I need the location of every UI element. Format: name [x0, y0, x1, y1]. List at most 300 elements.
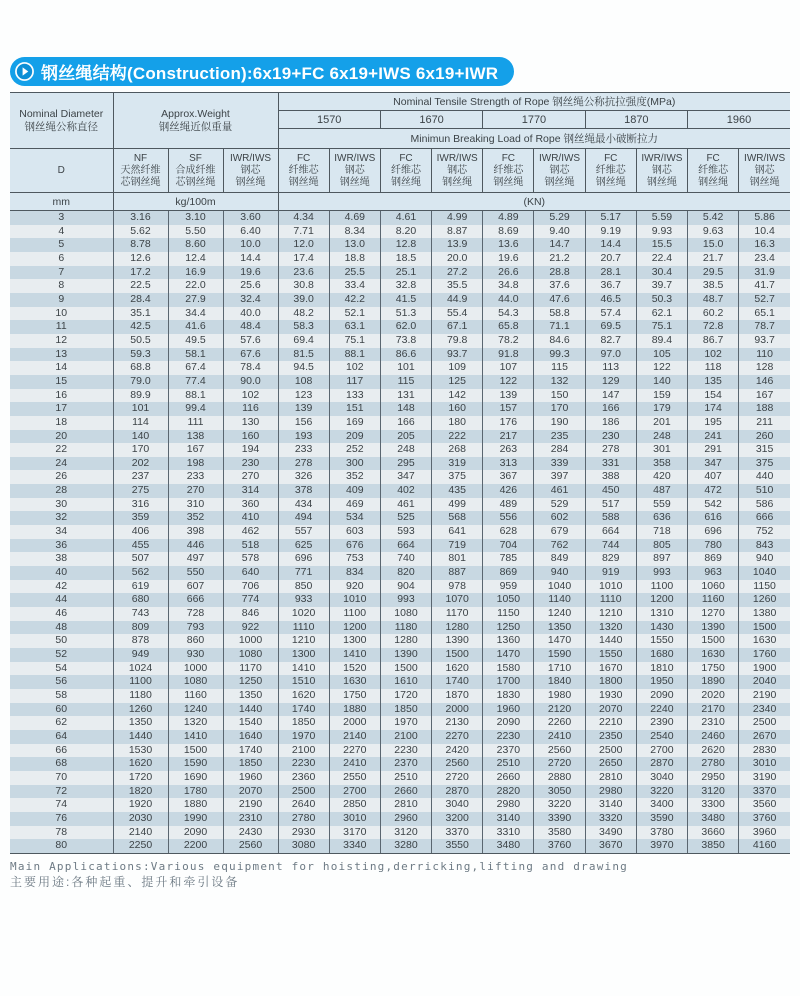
- table-cell: 930: [168, 648, 223, 662]
- table-cell: 50: [10, 634, 113, 648]
- table-cell: 77.4: [168, 375, 223, 389]
- table-cell: 426: [483, 484, 534, 498]
- table-cell: 1440: [223, 703, 278, 717]
- table-cell: 378: [278, 484, 329, 498]
- table-cell: 435: [432, 484, 483, 498]
- table-cell: 3200: [432, 812, 483, 826]
- table-cell: 16.3: [739, 238, 790, 252]
- header-breaking-load: Minimun Breaking Load of Rope 钢丝绳最小破断拉力: [278, 129, 790, 149]
- table-cell: 1410: [278, 662, 329, 676]
- table-cell: 625: [278, 539, 329, 553]
- table-cell: 1840: [534, 675, 585, 689]
- table-cell: 367: [483, 470, 534, 484]
- table-cell: 65.8: [483, 320, 534, 334]
- table-cell: 41.5: [380, 293, 431, 307]
- table-cell: 1630: [688, 648, 739, 662]
- table-cell: 30: [10, 498, 113, 512]
- table-cell: 10.0: [223, 238, 278, 252]
- table-cell: 50.3: [636, 293, 687, 307]
- table-cell: 62: [10, 716, 113, 730]
- table-cell: 1800: [585, 675, 636, 689]
- table-cell: 129: [585, 375, 636, 389]
- table-cell: 2500: [739, 716, 790, 730]
- table-cell: 17.2: [113, 266, 168, 280]
- table-cell: 79.8: [432, 334, 483, 348]
- table-row: [10, 361, 790, 375]
- table-cell: 666: [168, 593, 223, 607]
- table-cell: 78: [10, 826, 113, 840]
- table-cell: 3660: [688, 826, 739, 840]
- table-cell: 2510: [380, 771, 431, 785]
- table-cell: 1210: [585, 607, 636, 621]
- header-approx-weight-en: Approx.Weight: [161, 107, 230, 120]
- table-cell: 2230: [380, 744, 431, 758]
- table-cell: 801: [432, 552, 483, 566]
- table-cell: 14.4: [585, 238, 636, 252]
- table-cell: 1070: [432, 593, 483, 607]
- table-cell: 1700: [483, 675, 534, 689]
- table-cell: 115: [380, 375, 431, 389]
- strength-header: 1670: [380, 111, 482, 129]
- table-cell: 73.8: [380, 334, 431, 348]
- table-cell: 1310: [636, 607, 687, 621]
- table-cell: 664: [585, 525, 636, 539]
- table-cell: 301: [636, 443, 687, 457]
- table-cell: 562: [113, 566, 168, 580]
- table-cell: 67.4: [168, 361, 223, 375]
- table-cell: 22.5: [113, 279, 168, 293]
- table-cell: 166: [380, 416, 431, 430]
- table-cell: 72.8: [688, 320, 739, 334]
- table-cell: 1240: [168, 703, 223, 717]
- table-row: [10, 744, 790, 758]
- table-cell: 1550: [585, 648, 636, 662]
- table-cell: 3040: [636, 771, 687, 785]
- table-cell: 518: [223, 539, 278, 553]
- table-cell: 76: [10, 812, 113, 826]
- table-cell: 2230: [278, 757, 329, 771]
- table-cell: 30.4: [636, 266, 687, 280]
- table-cell: 18: [10, 416, 113, 430]
- table-cell: 2340: [739, 703, 790, 717]
- table-cell: 159: [636, 389, 687, 403]
- table-row: [10, 348, 790, 362]
- table-cell: 450: [585, 484, 636, 498]
- table-cell: 850: [278, 580, 329, 594]
- table-cell: 170: [113, 443, 168, 457]
- table-cell: 2540: [636, 730, 687, 744]
- table-cell: 887: [432, 566, 483, 580]
- table-cell: 25.5: [329, 266, 380, 280]
- table-cell: 3300: [688, 798, 739, 812]
- column-header: IWR/IWS 钢芯 钢丝绳: [636, 149, 687, 193]
- table-cell: 2390: [636, 716, 687, 730]
- table-cell: 1950: [636, 675, 687, 689]
- table-cell: 347: [380, 470, 431, 484]
- table-cell: 1180: [380, 621, 431, 635]
- table-cell: 102: [329, 361, 380, 375]
- table-cell: 3050: [534, 785, 585, 799]
- table-cell: 1440: [113, 730, 168, 744]
- table-cell: 190: [534, 416, 585, 430]
- table-cell: 1740: [278, 703, 329, 717]
- table-row: [10, 279, 790, 293]
- table-cell: 1024: [113, 662, 168, 676]
- table-cell: 2420: [432, 744, 483, 758]
- table-cell: 109: [432, 361, 483, 375]
- table-cell: 358: [636, 457, 687, 471]
- table-cell: 2370: [483, 744, 534, 758]
- table-cell: 13: [10, 348, 113, 362]
- table-cell: 556: [483, 511, 534, 525]
- table-cell: 133: [329, 389, 380, 403]
- table-cell: 38: [10, 552, 113, 566]
- table-cell: 375: [739, 457, 790, 471]
- table-cell: 291: [688, 443, 739, 457]
- table-cell: 122: [636, 361, 687, 375]
- table-cell: 64: [10, 730, 113, 744]
- table-cell: 525: [380, 511, 431, 525]
- table-cell: 44: [10, 593, 113, 607]
- table-row: [10, 266, 790, 280]
- table-row: [10, 402, 790, 416]
- table-cell: 3390: [534, 812, 585, 826]
- table-cell: 8.87: [432, 225, 483, 239]
- table-cell: 963: [688, 566, 739, 580]
- table-cell: 805: [636, 539, 687, 553]
- table-cell: 602: [534, 511, 585, 525]
- table-cell: 834: [329, 566, 380, 580]
- table-cell: 30.8: [278, 279, 329, 293]
- table-cell: 151: [329, 402, 380, 416]
- column-header: FC 纤维芯 钢丝绳: [483, 149, 534, 193]
- table-cell: 1830: [483, 689, 534, 703]
- table-cell: 222: [432, 430, 483, 444]
- table-cell: 8.20: [380, 225, 431, 239]
- table-cell: 186: [585, 416, 636, 430]
- table-cell: 188: [739, 402, 790, 416]
- table-cell: 93.7: [739, 334, 790, 348]
- table-cell: 1470: [483, 648, 534, 662]
- table-row: [10, 225, 790, 239]
- table-cell: 39.7: [636, 279, 687, 293]
- table-cell: 2980: [483, 798, 534, 812]
- table-cell: 1040: [534, 580, 585, 594]
- table-row: [10, 320, 790, 334]
- table-cell: 116: [223, 402, 278, 416]
- table-cell: 641: [432, 525, 483, 539]
- table-cell: 809: [113, 621, 168, 635]
- header-tensile-strength: Nominal Tensile Strength of Rope 钢丝绳公称抗拉强度(MPa): [278, 93, 790, 111]
- table-cell: 63.1: [329, 320, 380, 334]
- table-cell: 1210: [278, 634, 329, 648]
- table-cell: 628: [483, 525, 534, 539]
- strength-header: 1570: [278, 111, 380, 129]
- table-cell: 86.6: [380, 348, 431, 362]
- table-cell: 640: [223, 566, 278, 580]
- table-cell: 593: [380, 525, 431, 539]
- table-cell: 70: [10, 771, 113, 785]
- table-cell: 2980: [585, 785, 636, 799]
- table-cell: 315: [739, 443, 790, 457]
- table-cell: 14.7: [534, 238, 585, 252]
- column-header: IWR/IWS 钢芯 钢丝绳: [432, 149, 483, 193]
- table-row: [10, 389, 790, 403]
- table-cell: 2660: [483, 771, 534, 785]
- table-cell: 1160: [688, 593, 739, 607]
- table-cell: 3960: [739, 826, 790, 840]
- table-cell: 940: [534, 566, 585, 580]
- table-cell: 1180: [113, 689, 168, 703]
- table-cell: 8: [10, 279, 113, 293]
- table-cell: 2240: [636, 703, 687, 717]
- table-cell: 3120: [380, 826, 431, 840]
- table-cell: 20: [10, 430, 113, 444]
- column-header: IWR/IWS 钢芯 钢丝绳: [223, 149, 278, 193]
- table-cell: 2560: [534, 744, 585, 758]
- table-cell: 2870: [636, 757, 687, 771]
- table-cell: 25.6: [223, 279, 278, 293]
- table-cell: 559: [636, 498, 687, 512]
- table-row: [10, 826, 790, 840]
- table-cell: 132: [534, 375, 585, 389]
- table-cell: 21.7: [688, 252, 739, 266]
- table-cell: 360: [223, 498, 278, 512]
- table-cell: 2190: [223, 798, 278, 812]
- table-cell: 16.9: [168, 266, 223, 280]
- table-cell: 2510: [483, 757, 534, 771]
- header-d: D: [10, 149, 113, 193]
- table-cell: 74: [10, 798, 113, 812]
- table-cell: 2410: [534, 730, 585, 744]
- table-cell: 2310: [688, 716, 739, 730]
- table-cell: 310: [168, 498, 223, 512]
- table-cell: 14: [10, 361, 113, 375]
- table-cell: 2090: [483, 716, 534, 730]
- table-cell: 534: [329, 511, 380, 525]
- table-cell: 36: [10, 539, 113, 553]
- table-cell: 82.7: [585, 334, 636, 348]
- table-cell: 3080: [278, 839, 329, 853]
- table-cell: 117: [329, 375, 380, 389]
- table-cell: 869: [688, 552, 739, 566]
- table-cell: 820: [380, 566, 431, 580]
- table-cell: 49.5: [168, 334, 223, 348]
- table-cell: 28: [10, 484, 113, 498]
- table-cell: 13.0: [329, 238, 380, 252]
- table-cell: 2270: [432, 730, 483, 744]
- table-cell: 1160: [168, 689, 223, 703]
- table-cell: 1960: [483, 703, 534, 717]
- table-cell: 1550: [636, 634, 687, 648]
- table-cell: 39.0: [278, 293, 329, 307]
- table-cell: 1080: [168, 675, 223, 689]
- table-cell: 40.0: [223, 307, 278, 321]
- table-cell: 3780: [636, 826, 687, 840]
- table-cell: 2700: [636, 744, 687, 758]
- table-cell: 60.2: [688, 307, 739, 321]
- table-cell: 8.34: [329, 225, 380, 239]
- table-cell: 108: [278, 375, 329, 389]
- table-cell: 3140: [585, 798, 636, 812]
- table-cell: 28.1: [585, 266, 636, 280]
- table-cell: 489: [483, 498, 534, 512]
- table-cell: 170: [534, 402, 585, 416]
- table-cell: 753: [329, 552, 380, 566]
- table-cell: 105: [636, 348, 687, 362]
- table-cell: 179: [636, 402, 687, 416]
- table-cell: 331: [585, 457, 636, 471]
- table-cell: 17.4: [278, 252, 329, 266]
- table-cell: 3400: [636, 798, 687, 812]
- table-cell: 44.9: [432, 293, 483, 307]
- column-header: FC 纤维芯 钢丝绳: [380, 149, 431, 193]
- table-cell: 1890: [688, 675, 739, 689]
- table-cell: 6.40: [223, 225, 278, 239]
- table-cell: 27.9: [168, 293, 223, 307]
- table-cell: 157: [483, 402, 534, 416]
- table-cell: 93.7: [432, 348, 483, 362]
- table-cell: 21.2: [534, 252, 585, 266]
- table-cell: 1870: [432, 689, 483, 703]
- table-cell: 2780: [688, 757, 739, 771]
- table-cell: 86.7: [688, 334, 739, 348]
- table-cell: 24: [10, 457, 113, 471]
- table-cell: 1390: [380, 648, 431, 662]
- table-cell: 1350: [223, 689, 278, 703]
- table-cell: 3970: [636, 839, 687, 853]
- table-cell: 3580: [534, 826, 585, 840]
- table-cell: 72: [10, 785, 113, 799]
- table-cell: 48.4: [223, 320, 278, 334]
- table-cell: 1980: [534, 689, 585, 703]
- table-cell: 1590: [534, 648, 585, 662]
- table-cell: 2960: [380, 812, 431, 826]
- table-cell: 233: [168, 470, 223, 484]
- table-row: [10, 334, 790, 348]
- table-cell: 3760: [534, 839, 585, 853]
- table-row: [10, 648, 790, 662]
- table-cell: 3310: [483, 826, 534, 840]
- table-cell: 2660: [380, 785, 431, 799]
- table-row: [10, 552, 790, 566]
- table-cell: 407: [688, 470, 739, 484]
- table-cell: 147: [585, 389, 636, 403]
- header-nominal-diameter-zh: 钢丝绳公称直径: [24, 120, 98, 133]
- table-row: [10, 730, 790, 744]
- column-header: NF 天然纤维 芯钢丝绳: [113, 149, 168, 193]
- table-cell: 27.2: [432, 266, 483, 280]
- table-cell: 97.0: [585, 348, 636, 362]
- table-cell: 3370: [739, 785, 790, 799]
- table-cell: 1000: [168, 662, 223, 676]
- table-cell: 2200: [168, 839, 223, 853]
- table-cell: 1720: [380, 689, 431, 703]
- table-cell: 704: [483, 539, 534, 553]
- table-row: [10, 430, 790, 444]
- table-cell: 5.50: [168, 225, 223, 239]
- table-cell: 2560: [432, 757, 483, 771]
- table-cell: 115: [534, 361, 585, 375]
- table-cell: 1520: [329, 662, 380, 676]
- table-cell: 4.99: [432, 211, 483, 225]
- table-cell: 2070: [223, 785, 278, 799]
- table-cell: 2030: [113, 812, 168, 826]
- table-cell: 2930: [278, 826, 329, 840]
- table-cell: 268: [432, 443, 483, 457]
- table-cell: 462: [223, 525, 278, 539]
- table-row: [10, 307, 790, 321]
- table-cell: 102: [223, 389, 278, 403]
- table-cell: 122: [483, 375, 534, 389]
- table-cell: 270: [168, 484, 223, 498]
- table-cell: 2780: [278, 812, 329, 826]
- table-row: [10, 785, 790, 799]
- table-cell: 13.6: [483, 238, 534, 252]
- table-cell: 57.4: [585, 307, 636, 321]
- table-cell: 2190: [739, 689, 790, 703]
- table-cell: 2040: [739, 675, 790, 689]
- table-cell: 101: [113, 402, 168, 416]
- table-cell: 138: [168, 430, 223, 444]
- table-cell: 878: [113, 634, 168, 648]
- table-cell: 3.60: [223, 211, 278, 225]
- table-cell: 1200: [636, 593, 687, 607]
- table-cell: 3010: [329, 812, 380, 826]
- table-cell: 34: [10, 525, 113, 539]
- table-cell: 2850: [329, 798, 380, 812]
- table-cell: 3220: [636, 785, 687, 799]
- table-cell: 2810: [585, 771, 636, 785]
- table-cell: 3480: [483, 839, 534, 853]
- table-cell: 1300: [278, 648, 329, 662]
- strength-header: 1870: [585, 111, 687, 129]
- table-cell: 7.71: [278, 225, 329, 239]
- table-cell: 84.6: [534, 334, 585, 348]
- table-cell: 1760: [739, 648, 790, 662]
- table-cell: 2020: [688, 689, 739, 703]
- table-cell: 10: [10, 307, 113, 321]
- table-cell: 5.59: [636, 211, 687, 225]
- table-cell: 774: [223, 593, 278, 607]
- table-row: [10, 238, 790, 252]
- table-cell: 38.5: [688, 279, 739, 293]
- table-cell: 1410: [168, 730, 223, 744]
- table-row: [10, 634, 790, 648]
- table-cell: 510: [739, 484, 790, 498]
- table-cell: 3280: [380, 839, 431, 853]
- footer: [10, 859, 628, 891]
- table-cell: 3560: [739, 798, 790, 812]
- table-cell: 26.6: [483, 266, 534, 280]
- table-cell: 48: [10, 621, 113, 635]
- table-cell: 78.2: [483, 334, 534, 348]
- table-cell: 829: [585, 552, 636, 566]
- table-cell: 1750: [329, 689, 380, 703]
- table-cell: 1430: [636, 621, 687, 635]
- table-cell: 314: [223, 484, 278, 498]
- table-cell: 65.1: [739, 307, 790, 321]
- table-cell: 58.1: [168, 348, 223, 362]
- table-cell: 2230: [483, 730, 534, 744]
- table-row: [10, 498, 790, 512]
- table-cell: 59.3: [113, 348, 168, 362]
- table-cell: 23.6: [278, 266, 329, 280]
- table-cell: 1720: [113, 771, 168, 785]
- table-cell: 275: [113, 484, 168, 498]
- table-cell: 57.6: [223, 334, 278, 348]
- table-cell: 978: [432, 580, 483, 594]
